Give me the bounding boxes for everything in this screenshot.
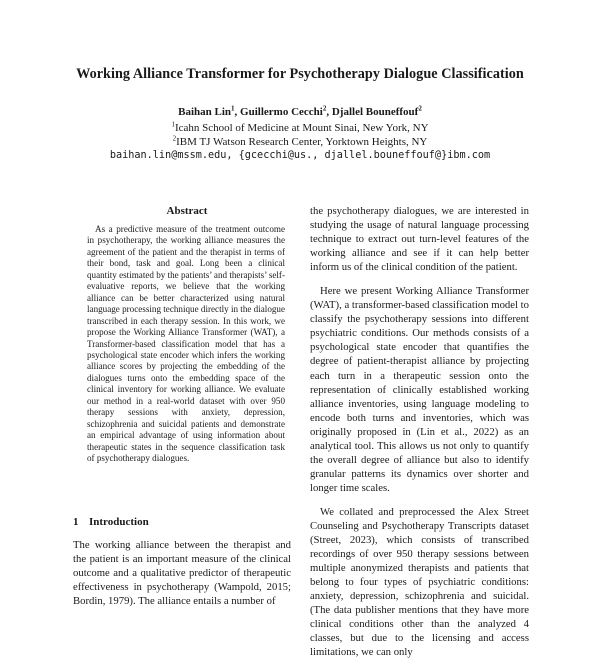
affiliation (0, 136, 600, 148)
author-affiliation-mark: 2 (322, 104, 327, 113)
affiliation-mark: 2 (172, 134, 177, 143)
body-paragraph: We collated and preprocessed the Alex Street Counseling and Psychotherapy Transcripts dataset (Street, 2023), which consists of transcribed recordings of over 950 therapy sessions between multiple anonymized therapists and patients that belong to four types of psychiatric conditions: anxiety, depression, schizophrenia and suicidal. (The data publisher mentions that they have more clinical conditions other than the analyzed 4 classes, but due to the licensing and access limitations, we can only (310, 505, 529, 659)
author-affiliation-mark: 2 (418, 104, 422, 113)
affiliation-text: IBM TJ Watson Research Center, Yorktown Heights, NY (176, 136, 428, 148)
right-column (310, 204, 529, 669)
body-paragraph: Here we present Working Alliance Transformer (WAT), a transformer-based classification model to classify the psychotherapy sessions into different psychiatric conditions. Our methods consists of a psychological state encoder that quantifies the degree of patient-therapist alliance by projecting each turn in a therapeutic session onto the representation of clinically established working alliance inventories, using language modeling to encode both turns and inventories, which was originally proposed in (Lin et al., 2022) as an analytical tool. This allows us not only to quantify the overall degree of alliance but also to identify granular patterns its dynamics over shorter and longer time scales. (310, 285, 529, 494)
section-heading (73, 516, 288, 528)
section-number: 1 (73, 516, 79, 528)
author-affiliation-mark: 1 (231, 104, 235, 113)
author-name: Guillermo Cecchi (240, 106, 323, 118)
abstract-body: As a predictive measure of the treatment outcome in psychotherapy, the working alliance measures the agreement of the patient and the therapist in terms of their bond, task and goal. Long been a clinical quantity estimated by the patients’ and therapists’ self-evaluative reports, we believe that the working alliance can be better characterized using natural language processing technique directly in the dialogue transcribed in each therapy session. In this work, we propose the Working Alliance Transformer (WAT), a Transformer-based classification model that has a psychological state encoder which infers the working alliance scores by projecting the embedding of the dialogues turns onto the embedding space of the clinical inventory for working alliance. We evaluate our method in a real-world dataset with over 950 therapy sessions with anxiety, depression, schizophrenia and suicidal patients and demonstrate an empirical advantage of using information about therapeutic states in the sequence classification task of psychotherapy dialogues. (87, 224, 285, 464)
paper-title: Working Alliance Transformer for Psychotherapy Dialogue Classification (76, 66, 524, 82)
author-line: Baihan Lin$^1$, Guillermo Cecchi$^2$, Djallel Bouneffouf$^2$ (178, 104, 422, 118)
author-name: Djallel Bouneffouf (331, 106, 419, 118)
author-emails: baihan.lin@mssm.edu, {gcecchi@us., djallel.bouneffouf@}ibm.com (109, 150, 491, 161)
abstract-heading: Abstract (166, 205, 208, 217)
body-paragraph: the psychotherapy dialogues, we are interested in studying the usage of natural language processing technique to extract out turn-level features of the working alliance and see if it can help better inform us of the clinical condition of the patient. (310, 205, 529, 274)
section-title: Introduction (89, 516, 149, 528)
author-name: Baihan Lin (178, 106, 232, 118)
affiliation (0, 122, 600, 134)
affiliation-mark: 1 (171, 120, 175, 129)
introduction-paragraph: The working alliance between the therapist and the patient is an important measure of the clinical outcome and a qualitative predictor of therapeutic effectiveness in psychotherapy (Wampold, 2015; Bordin, 1979). The alliance entails a number of (73, 539, 291, 608)
affiliation-text: Icahn School of Medicine at Mount Sinai, New York, NY (174, 122, 429, 134)
